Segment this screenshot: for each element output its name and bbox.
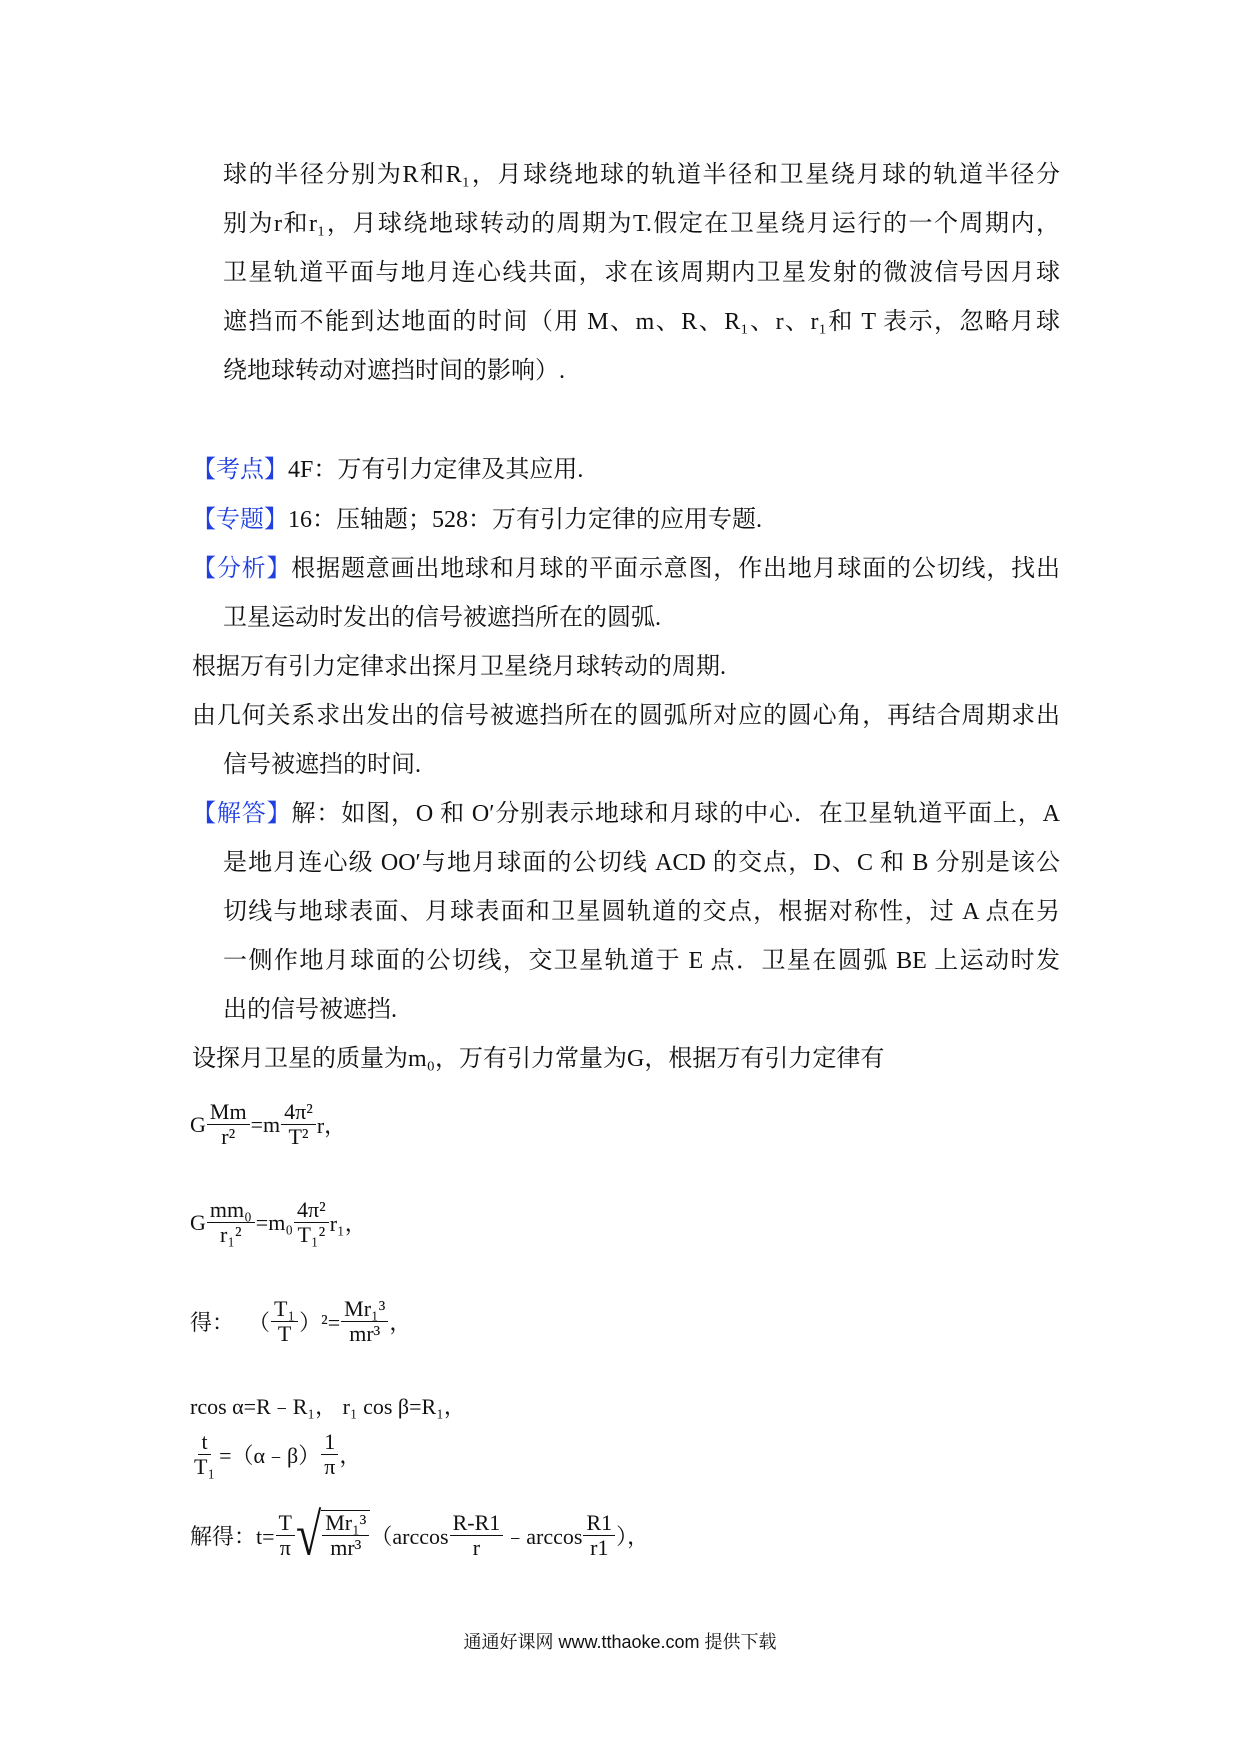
- zhuanti-label: 【专题】: [192, 507, 288, 533]
- text-line: 卫星运动时发出的信号被遮挡所在的圆弧.: [223, 605, 661, 631]
- text-line: 别为r和r₁，月球绕地球转动的周期为T.假定在卫星绕月运行的一个周期内，: [223, 211, 1060, 237]
- zhuanti-text: 16：压轴题；528：万有引力定律的应用专题.: [288, 507, 762, 533]
- denominator: π: [279, 1534, 291, 1560]
- numerator: 4π²: [281, 1100, 316, 1125]
- denominator: π: [324, 1454, 336, 1479]
- formula-text: ），: [616, 1523, 650, 1549]
- fraction: [321, 1430, 338, 1479]
- numerator: T: [276, 1511, 295, 1536]
- denominator: T₁: [194, 1454, 216, 1479]
- formula-text: =m₀: [255, 1209, 293, 1235]
- fraction: [271, 1297, 298, 1346]
- kaodian-text: 4F：万有引力定律及其应用.: [288, 457, 584, 483]
- denominator: r₁²: [220, 1222, 242, 1247]
- formula-text: （arccos: [370, 1523, 449, 1549]
- fenxi-label: 【分析】: [192, 556, 292, 582]
- kaodian-label: 【考点】: [192, 457, 288, 483]
- text-line: 解：如图，O 和 O′分别表示地球和月球的中心．在卫星轨道平面上，A: [291, 801, 1060, 827]
- text-line: 遮挡而不能到达地面的时间（用 M、m、R、R₁、r、r₁和 T 表示，忽略月球: [223, 309, 1060, 335]
- text-line: 出的信号被遮挡.: [223, 997, 397, 1023]
- formula-text: ）²=: [299, 1310, 341, 1335]
- formula-3: [190, 1297, 411, 1346]
- text-line: 设探月卫星的质量为m₀，万有引力常量为G，根据万有引力定律有: [192, 1046, 885, 1072]
- text-line: 由几何关系求出发出的信号被遮挡所在的圆弧所对应的圆心角，再结合周期求出: [192, 703, 1060, 729]
- denominator: r: [472, 1534, 481, 1560]
- numerator: Mr₁³: [322, 1511, 369, 1536]
- formula-text: ，: [339, 1443, 362, 1468]
- numerator: 4π²: [294, 1198, 329, 1223]
- formula-5: [190, 1430, 361, 1479]
- kaodian-section: [192, 455, 583, 485]
- radical-sign-icon: √: [295, 1501, 322, 1568]
- text-line: 根据题意画出地球和月球的平面示意图，作出地月球面的公切线，找出: [291, 556, 1061, 582]
- numerator: R-R1: [450, 1511, 504, 1536]
- text-line: 球的半径分别为R和R₁，月球绕地球的轨道半径和卫星绕月球的轨道半径分: [223, 162, 1060, 188]
- numerator: Mr₁³: [341, 1297, 388, 1322]
- formula-text: G: [190, 1111, 206, 1137]
- formula-2: [190, 1198, 367, 1247]
- fraction: [322, 1511, 369, 1560]
- denominator: r²: [221, 1124, 236, 1149]
- fraction: [207, 1100, 250, 1149]
- denominator: T²: [288, 1124, 309, 1149]
- formula-6: [190, 1501, 650, 1568]
- fraction: [450, 1511, 504, 1560]
- zhuanti-section: [192, 505, 762, 535]
- fraction: [583, 1511, 615, 1560]
- fraction: [276, 1511, 295, 1560]
- text-line: 卫星轨道平面与地月连心线共面，求在该周期内卫星发射的微波信号因月球: [223, 260, 1060, 286]
- denominator: mr³: [349, 1321, 381, 1346]
- formula-text: ，: [389, 1310, 412, 1335]
- text-line: 绕地球转动对遮挡时间的影响）.: [223, 358, 565, 384]
- numerator: T₁: [271, 1297, 298, 1322]
- fraction: [191, 1430, 218, 1479]
- fraction: [294, 1198, 329, 1247]
- text-line: 根据万有引力定律求出探月卫星绕月球转动的周期.: [192, 654, 726, 680]
- numerator: t: [198, 1430, 210, 1455]
- formula-4: rcos α=R﹣R₁， r₁ cos β=R₁，: [190, 1394, 466, 1419]
- numerator: Mm: [207, 1100, 250, 1125]
- denominator: mr³: [330, 1535, 362, 1560]
- jieda-first-line: [192, 799, 1060, 829]
- formula-text: ﹣arccos: [504, 1523, 583, 1549]
- fraction: [281, 1100, 316, 1149]
- formula-text: =（α﹣β）: [219, 1443, 321, 1468]
- numerator: 1: [321, 1430, 338, 1455]
- formula-text: r₁，: [329, 1211, 367, 1236]
- numerator: R1: [583, 1511, 615, 1536]
- fraction: [341, 1297, 388, 1346]
- square-root: [295, 1501, 370, 1568]
- fraction: [207, 1198, 255, 1247]
- text-line: 切线与地球表面、月球表面和卫星圆轨道的交点，根据对称性，过 A 点在另: [223, 899, 1060, 925]
- formula-text: （: [248, 1310, 271, 1335]
- formula-text: G: [190, 1209, 206, 1235]
- numerator: mm₀: [207, 1198, 255, 1223]
- formula-text: 得：: [190, 1310, 235, 1335]
- formula-1: [190, 1100, 346, 1149]
- text-line: 一侧作地月球面的公切线，交卫星轨道于 E 点．卫星在圆弧 BE 上运动时发: [223, 948, 1060, 974]
- denominator: T: [277, 1321, 292, 1346]
- text-line: 信号被遮挡的时间.: [223, 752, 421, 778]
- fenxi-first-line: [192, 554, 1060, 584]
- text-line: 是地月连心级 OO′与地月球面的公切线 ACD 的交点，D、C 和 B 分别是该公: [223, 850, 1060, 876]
- formula-text: r，: [316, 1113, 347, 1138]
- denominator: r1: [590, 1534, 609, 1560]
- page-footer: 通通好课网 www.tthaoke.com 提供下载: [463, 1632, 777, 1652]
- denominator: T₁²: [297, 1222, 326, 1247]
- jieda-label: 【解答】: [192, 801, 292, 827]
- formula-text: 解得：t=: [190, 1523, 275, 1549]
- formula-text: =m: [250, 1111, 281, 1137]
